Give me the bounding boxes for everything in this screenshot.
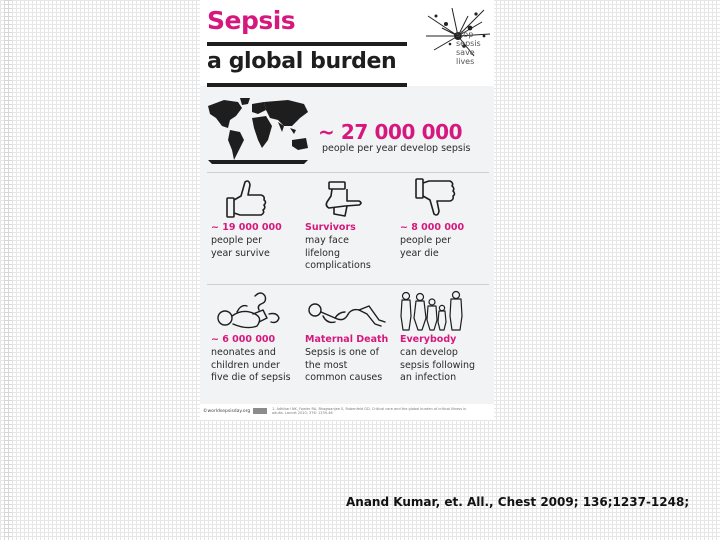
stat-die: [396, 176, 486, 282]
stat-heading: Survivors: [305, 222, 356, 233]
section-divider: [207, 172, 489, 173]
stat-survive: [207, 176, 297, 282]
slide-frame-edge: [4, 0, 12, 540]
stat-survivors: [301, 176, 391, 282]
stat-maternal-death: [301, 288, 391, 400]
poster-footer: [200, 404, 494, 420]
stat-body: people per year survive: [211, 235, 270, 259]
title-rule: [207, 42, 407, 46]
stat-body: may face lifelong complications: [305, 235, 371, 272]
logo-line: lives: [456, 57, 475, 66]
poster-subtitle: a global burden: [207, 49, 397, 74]
section-divider: [207, 284, 489, 285]
stat-body: people per year die: [400, 235, 452, 259]
family-group-icon: [396, 288, 486, 332]
world-map-icon: [204, 96, 312, 164]
footer-reference: 1. Adhikari NK, Fowler RA, Bhagwanjee S, Rubenfeld GD. Critical care and the global burden of critical illness in adults. Lancet 2010; 376: 1339-46: [272, 407, 467, 415]
subtitle-rule: [207, 83, 407, 87]
thumbs-sideways-icon: [301, 176, 391, 220]
thumbs-up-icon: [207, 176, 297, 220]
stat-body: Sepsis is one of the most common causes: [305, 347, 383, 384]
poster-header: [200, 0, 494, 86]
neonates-icon: [207, 288, 297, 332]
stat-body: can develop sepsis following an infection: [400, 347, 476, 384]
logo-wordmark: [456, 30, 494, 66]
headline-band: [200, 92, 494, 172]
global-cases-text: people per year develop sepsis: [322, 143, 471, 154]
footer-brand: ©worldsepsisday.org: [203, 409, 251, 414]
stat-heading: Maternal Death: [305, 334, 389, 345]
logo-line: stop: [456, 30, 474, 39]
logo-line: sepsis: [456, 39, 481, 48]
stat-heading: ~ 6 000 000: [211, 334, 276, 345]
logo-line: save: [456, 48, 475, 57]
slide-citation: Anand Kumar, et. All., Chest 2009; 136;1237-1248;: [346, 495, 690, 509]
sepsis-infographic: [200, 0, 494, 420]
reclining-woman-icon: [301, 288, 391, 332]
poster-title: Sepsis: [207, 6, 296, 35]
global-cases-number: ~ 27 000 000: [318, 120, 463, 144]
stat-body: neonates and children under five die of sepsis: [211, 347, 291, 384]
stat-everybody: [396, 288, 486, 400]
stat-heading: ~ 19 000 000: [211, 222, 282, 233]
stat-heading: ~ 8 000 000: [400, 222, 465, 233]
thumbs-down-icon: [396, 176, 486, 220]
stat-neonates: [207, 288, 297, 400]
license-badge-icon: [253, 408, 267, 414]
stat-heading: Everybody: [400, 334, 457, 345]
